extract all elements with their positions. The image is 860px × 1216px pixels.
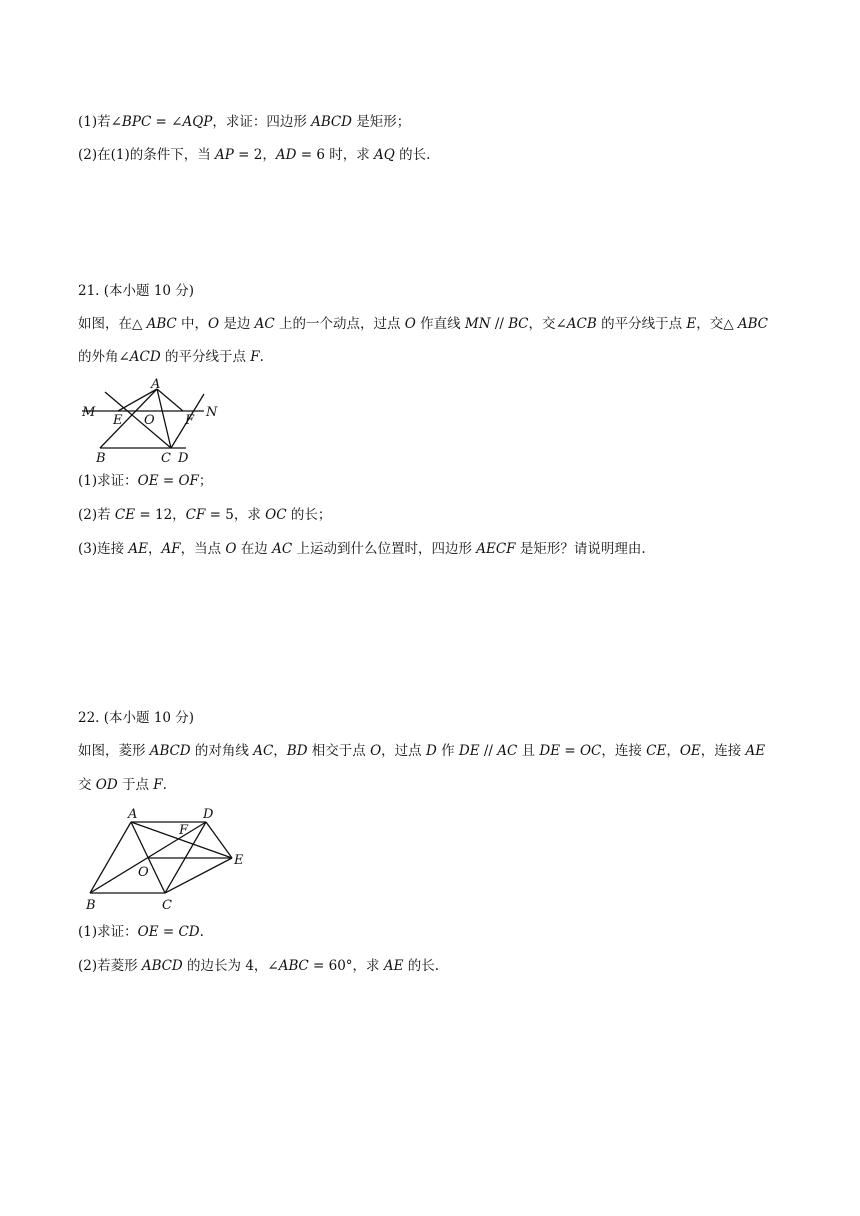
q21-part3: (3)连接 𝐴𝐸，𝐴𝐹，当点 𝑂 在边 𝐴𝐶 上运动到什么位置时，四边形 𝐴𝐸𝐶𝐹 是矩形？请说明理由. — [78, 541, 646, 557]
label-E: E — [234, 853, 244, 868]
q20-part1: (1)若∠𝐵𝑃𝐶 = ∠𝐴𝑄𝑃，求证：四边形 𝐴𝐵𝐶𝐷 是矩形； — [78, 114, 411, 130]
q22-stem-line2: 交 𝑂𝐷 于点 𝐹. — [78, 777, 167, 793]
label-A: A — [151, 378, 161, 392]
label-A: A — [128, 807, 138, 822]
label-B: B — [86, 898, 96, 913]
label-M: M — [82, 405, 96, 420]
q22-part1: (1)求证：𝑂𝐸 = 𝐶𝐷. — [78, 924, 204, 940]
q22-heading: 22. (本小题 10 分) — [78, 710, 195, 726]
label-O: O — [138, 865, 149, 880]
label-F: F — [185, 413, 195, 428]
figure-21-diagram — [78, 378, 228, 462]
label-E: E — [113, 413, 123, 428]
q21-part2: (2)若 𝐶𝐸 = 12，𝐶𝐹 = 5，求 𝑂𝐶 的长； — [78, 507, 332, 523]
label-F: F — [179, 823, 189, 838]
q21-stem-line1: 如图，在△ 𝐴𝐵𝐶 中，𝑂 是边 𝐴𝐶 上的一个动点，过点 𝑂 作直线 𝑀𝑁 // 𝐵𝐶，交∠𝐴𝐶𝐵 的平分线于点 𝐸，交△ 𝐴𝐵𝐶 — [78, 316, 768, 332]
figure-22-diagram — [78, 804, 253, 916]
q21-stem-line2: 的外角∠𝐴𝐶𝐷 的平分线于点 𝐹. — [78, 349, 264, 365]
label-O: O — [144, 413, 155, 428]
label-B: B — [96, 451, 106, 462]
q22-stem-line1: 如图，菱形 𝐴𝐵𝐶𝐷 的对角线 𝐴𝐶，𝐵𝐷 相交于点 𝑂，过点 𝐷 作 𝐷𝐸 // 𝐴𝐶 且 𝐷𝐸 = 𝑂𝐶，连接 𝐶𝐸，𝑂𝐸，连接 𝐴𝐸 — [78, 743, 766, 759]
q21-part1: (1)求证：𝑂𝐸 = 𝑂𝐹； — [78, 473, 213, 489]
label-D: D — [203, 807, 214, 822]
q21-heading: 21. (本小题 10 分) — [78, 283, 195, 299]
q20-part2: (2)在(1)的条件下，当 𝐴𝑃 = 2，𝐴𝐷 = 6 时，求 𝐴𝑄 的长. — [78, 147, 431, 163]
label-C: C — [162, 898, 172, 913]
label-C: C — [161, 451, 171, 462]
q22-part2: (2)若菱形 𝐴𝐵𝐶𝐷 的边长为 4，∠𝐴𝐵𝐶 = 60°，求 𝐴𝐸 的长. — [78, 958, 440, 974]
label-D: D — [178, 451, 189, 462]
label-N: N — [206, 405, 218, 420]
